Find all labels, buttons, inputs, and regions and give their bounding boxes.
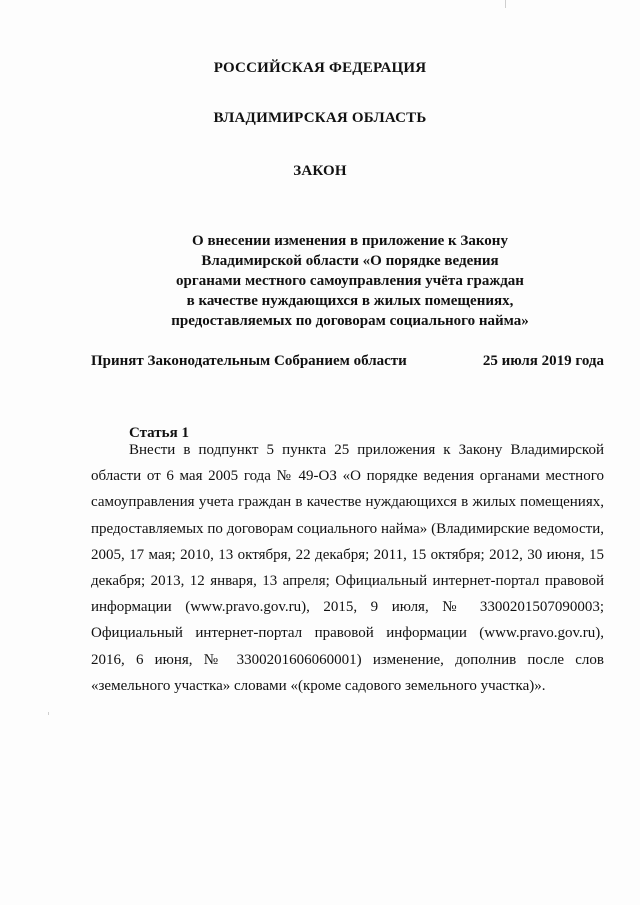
article-line: декабря; 2013, 12 января, 13 апреля; Официальный интернет-портал правовой bbox=[91, 573, 604, 590]
article-line: «земельного участка» словами «(кроме садового земельного участка)». bbox=[91, 677, 546, 694]
adopted-by: Принят Законодательным Собранием области bbox=[91, 353, 407, 369]
law-title-line: Владимирской области «О порядке ведения bbox=[201, 253, 499, 269]
law-title-line: предоставляемых по договорам социального найма» bbox=[171, 313, 529, 329]
scan-artifact-left bbox=[48, 712, 49, 715]
article-line: информации (www.pravo.gov.ru), 2015, 9 июля, № 3300201507090003; bbox=[91, 599, 604, 616]
article-line: 2005, 17 мая; 2010, 13 октября, 22 декабря; 2011, 15 октября; 2012, 30 июня, 15 bbox=[91, 546, 604, 563]
law-title-line: в качестве нуждающихся в жилых помещениях, bbox=[186, 293, 514, 309]
article-body bbox=[91, 437, 604, 699]
law-title-line: О внесении изменения в приложение к Закону bbox=[192, 233, 508, 249]
article-line: Официальный интернет-портал правовой информации (www.pravo.gov.ru), bbox=[91, 625, 604, 642]
adoption-date: 25 июля 2019 года bbox=[482, 353, 604, 369]
article-line: предоставляемых по договорам социального найма» (Владимирские ведомости, bbox=[91, 520, 604, 537]
article-line: 2016, 6 июня, № 3300201606060001) изменение, дополнив после слов bbox=[91, 651, 604, 668]
law-title-line: органами местного самоуправления учёта граждан bbox=[176, 273, 524, 289]
scan-artifact-top bbox=[505, 0, 506, 8]
article-line: области от 6 мая 2005 года № 49-ОЗ «О порядке ведения органами местного bbox=[91, 468, 604, 485]
law-heading: ЗАКОН bbox=[293, 163, 347, 179]
article-line: самоуправления учета граждан в качестве нуждающихся в жилых помещениях, bbox=[91, 494, 604, 511]
region-heading: ВЛАДИМИРСКАЯ ОБЛАСТЬ bbox=[213, 110, 427, 126]
article-title: Статья 1 bbox=[129, 425, 189, 441]
article-line: Внести в подпункт 5 пункта 25 приложения к Закону Владимирской bbox=[129, 442, 604, 458]
federation-heading: РОССИЙСКАЯ ФЕДЕРАЦИЯ bbox=[213, 60, 427, 76]
law-title bbox=[120, 231, 580, 331]
